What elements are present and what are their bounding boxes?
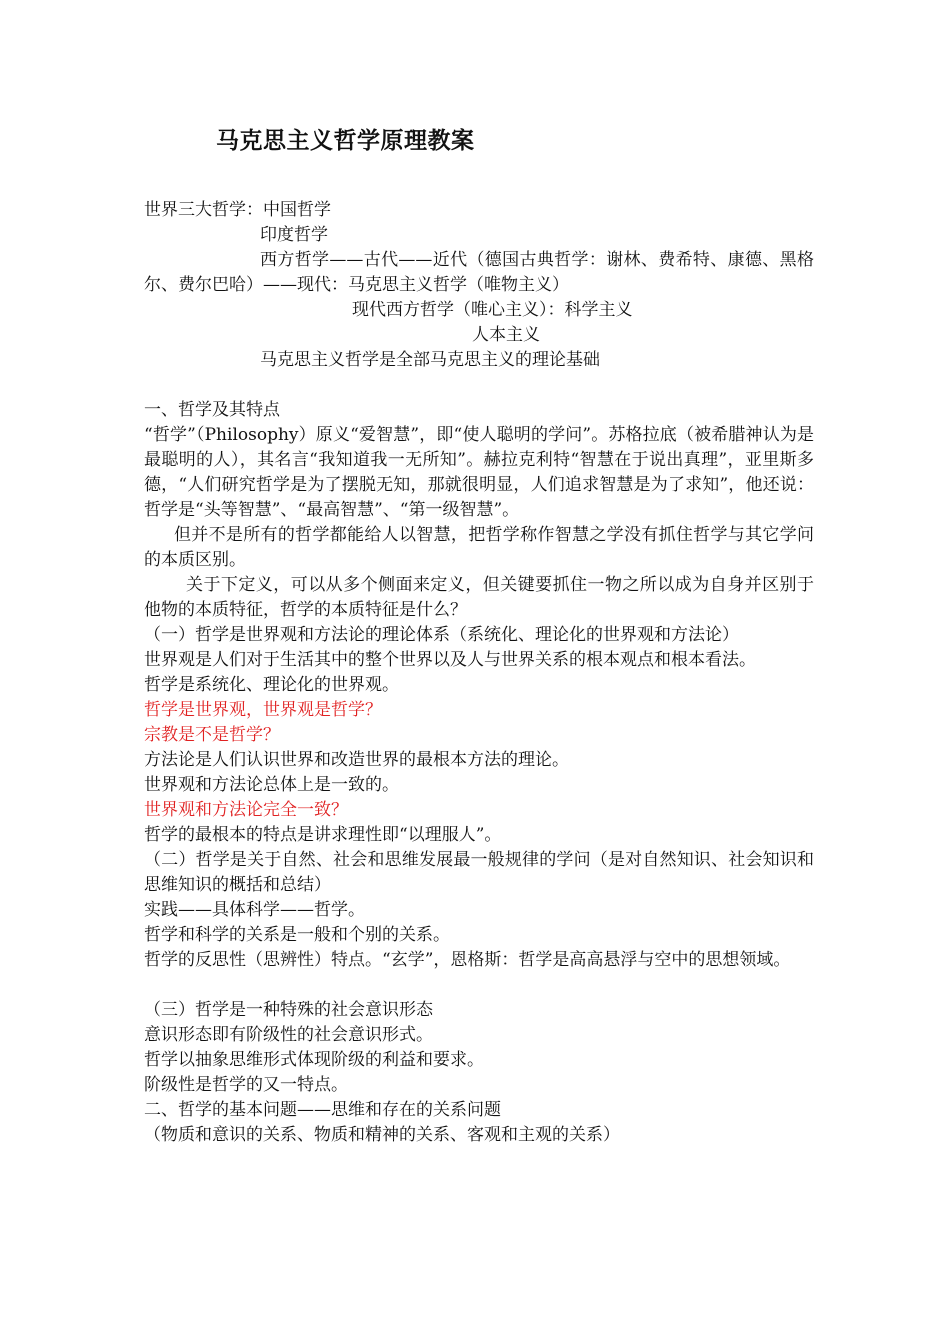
highlight-question: 世界观和方法论完全一致？ bbox=[144, 800, 348, 820]
intro-line: 印度哲学 bbox=[260, 225, 328, 245]
paragraph: 哲学和科学的关系是一般和个别的关系。 bbox=[144, 925, 450, 945]
subsection-heading: （三）哲学是一种特殊的社会意识形态 bbox=[144, 1000, 433, 1020]
document-title: 马克思主义哲学原理教案 bbox=[216, 127, 475, 154]
section-heading: 一、哲学及其特点 bbox=[144, 400, 280, 420]
subsection-heading: （二）哲学是关于自然、社会和思维发展最一般规律的学问（是对自然知识、社会知识和思维知识的概括和总结） bbox=[144, 850, 814, 895]
paragraph: 哲学以抽象思维形式体现阶级的利益和要求。 bbox=[144, 1050, 484, 1070]
paragraph: 关于下定义，可以从多个侧面来定义，但关键要抓住一物之所以成为自身并区别于他物的本质特征，哲学的本质特征是什么？ bbox=[144, 575, 814, 620]
paragraph: 哲学的反思性（思辨性）特点。“玄学”，恩格斯：哲学是高高悬浮与空中的思想领域。 bbox=[144, 950, 791, 970]
intro-line: 马克思主义哲学是全部马克思主义的理论基础 bbox=[260, 350, 600, 370]
intro-line: 现代西方哲学（唯心主义）：科学主义 bbox=[352, 300, 633, 320]
highlight-question: 哲学是世界观，世界观是哲学？ bbox=[144, 700, 382, 720]
intro-line: 人本主义 bbox=[472, 325, 540, 345]
paragraph: “哲学”（Philosophy）原义“爱智慧”，即“使人聪明的学问”。苏格拉底（被希腊神认为是最聪明的人），其名言“我知道我一无所知”。赫拉克利特“智慧在于说出真理”，亚里斯多德，“人们研究哲学是为了摆脱无知，那就很明显，人们追求智慧是为了求知”，他还说：哲学是“头等智慧”、“最高智慧”、“第一级智慧”。 bbox=[144, 425, 814, 520]
highlight-question: 宗教是不是哲学？ bbox=[144, 725, 280, 745]
intro-line: 西方哲学——古代——近代（德国古典哲学：谢林、费希特、康德、黑格尔、费尔巴哈）——现代：马克思主义哲学（唯物主义） bbox=[144, 250, 814, 295]
paragraph: 方法论是人们认识世界和改造世界的最根本方法的理论。 bbox=[144, 750, 569, 770]
section-heading: 二、哲学的基本问题——思维和存在的关系问题 bbox=[144, 1100, 501, 1120]
paragraph: （物质和意识的关系、物质和精神的关系、客观和主观的关系） bbox=[144, 1125, 620, 1145]
paragraph: 世界观和方法论总体上是一致的。 bbox=[144, 775, 399, 795]
paragraph: 意识形态即有阶级性的社会意识形式。 bbox=[144, 1025, 433, 1045]
paragraph: 哲学是系统化、理论化的世界观。 bbox=[144, 675, 399, 695]
document-body bbox=[144, 198, 814, 1148]
paragraph: 但并不是所有的哲学都能给人以智慧，把哲学称作智慧之学没有抓住哲学与其它学问的本质区别。 bbox=[144, 525, 814, 570]
paragraph: 实践——具体科学——哲学。 bbox=[144, 900, 365, 920]
paragraph: 阶级性是哲学的又一特点。 bbox=[144, 1075, 348, 1095]
paragraph: 世界观是人们对于生活其中的整个世界以及人与世界关系的根本观点和根本看法。 bbox=[144, 650, 756, 670]
paragraph: 哲学的最根本的特点是讲求理性即“以理服人”。 bbox=[144, 825, 502, 845]
intro-line: 世界三大哲学：中国哲学 bbox=[144, 200, 331, 220]
subsection-heading: （一）哲学是世界观和方法论的理论体系（系统化、理论化的世界观和方法论） bbox=[144, 625, 739, 645]
